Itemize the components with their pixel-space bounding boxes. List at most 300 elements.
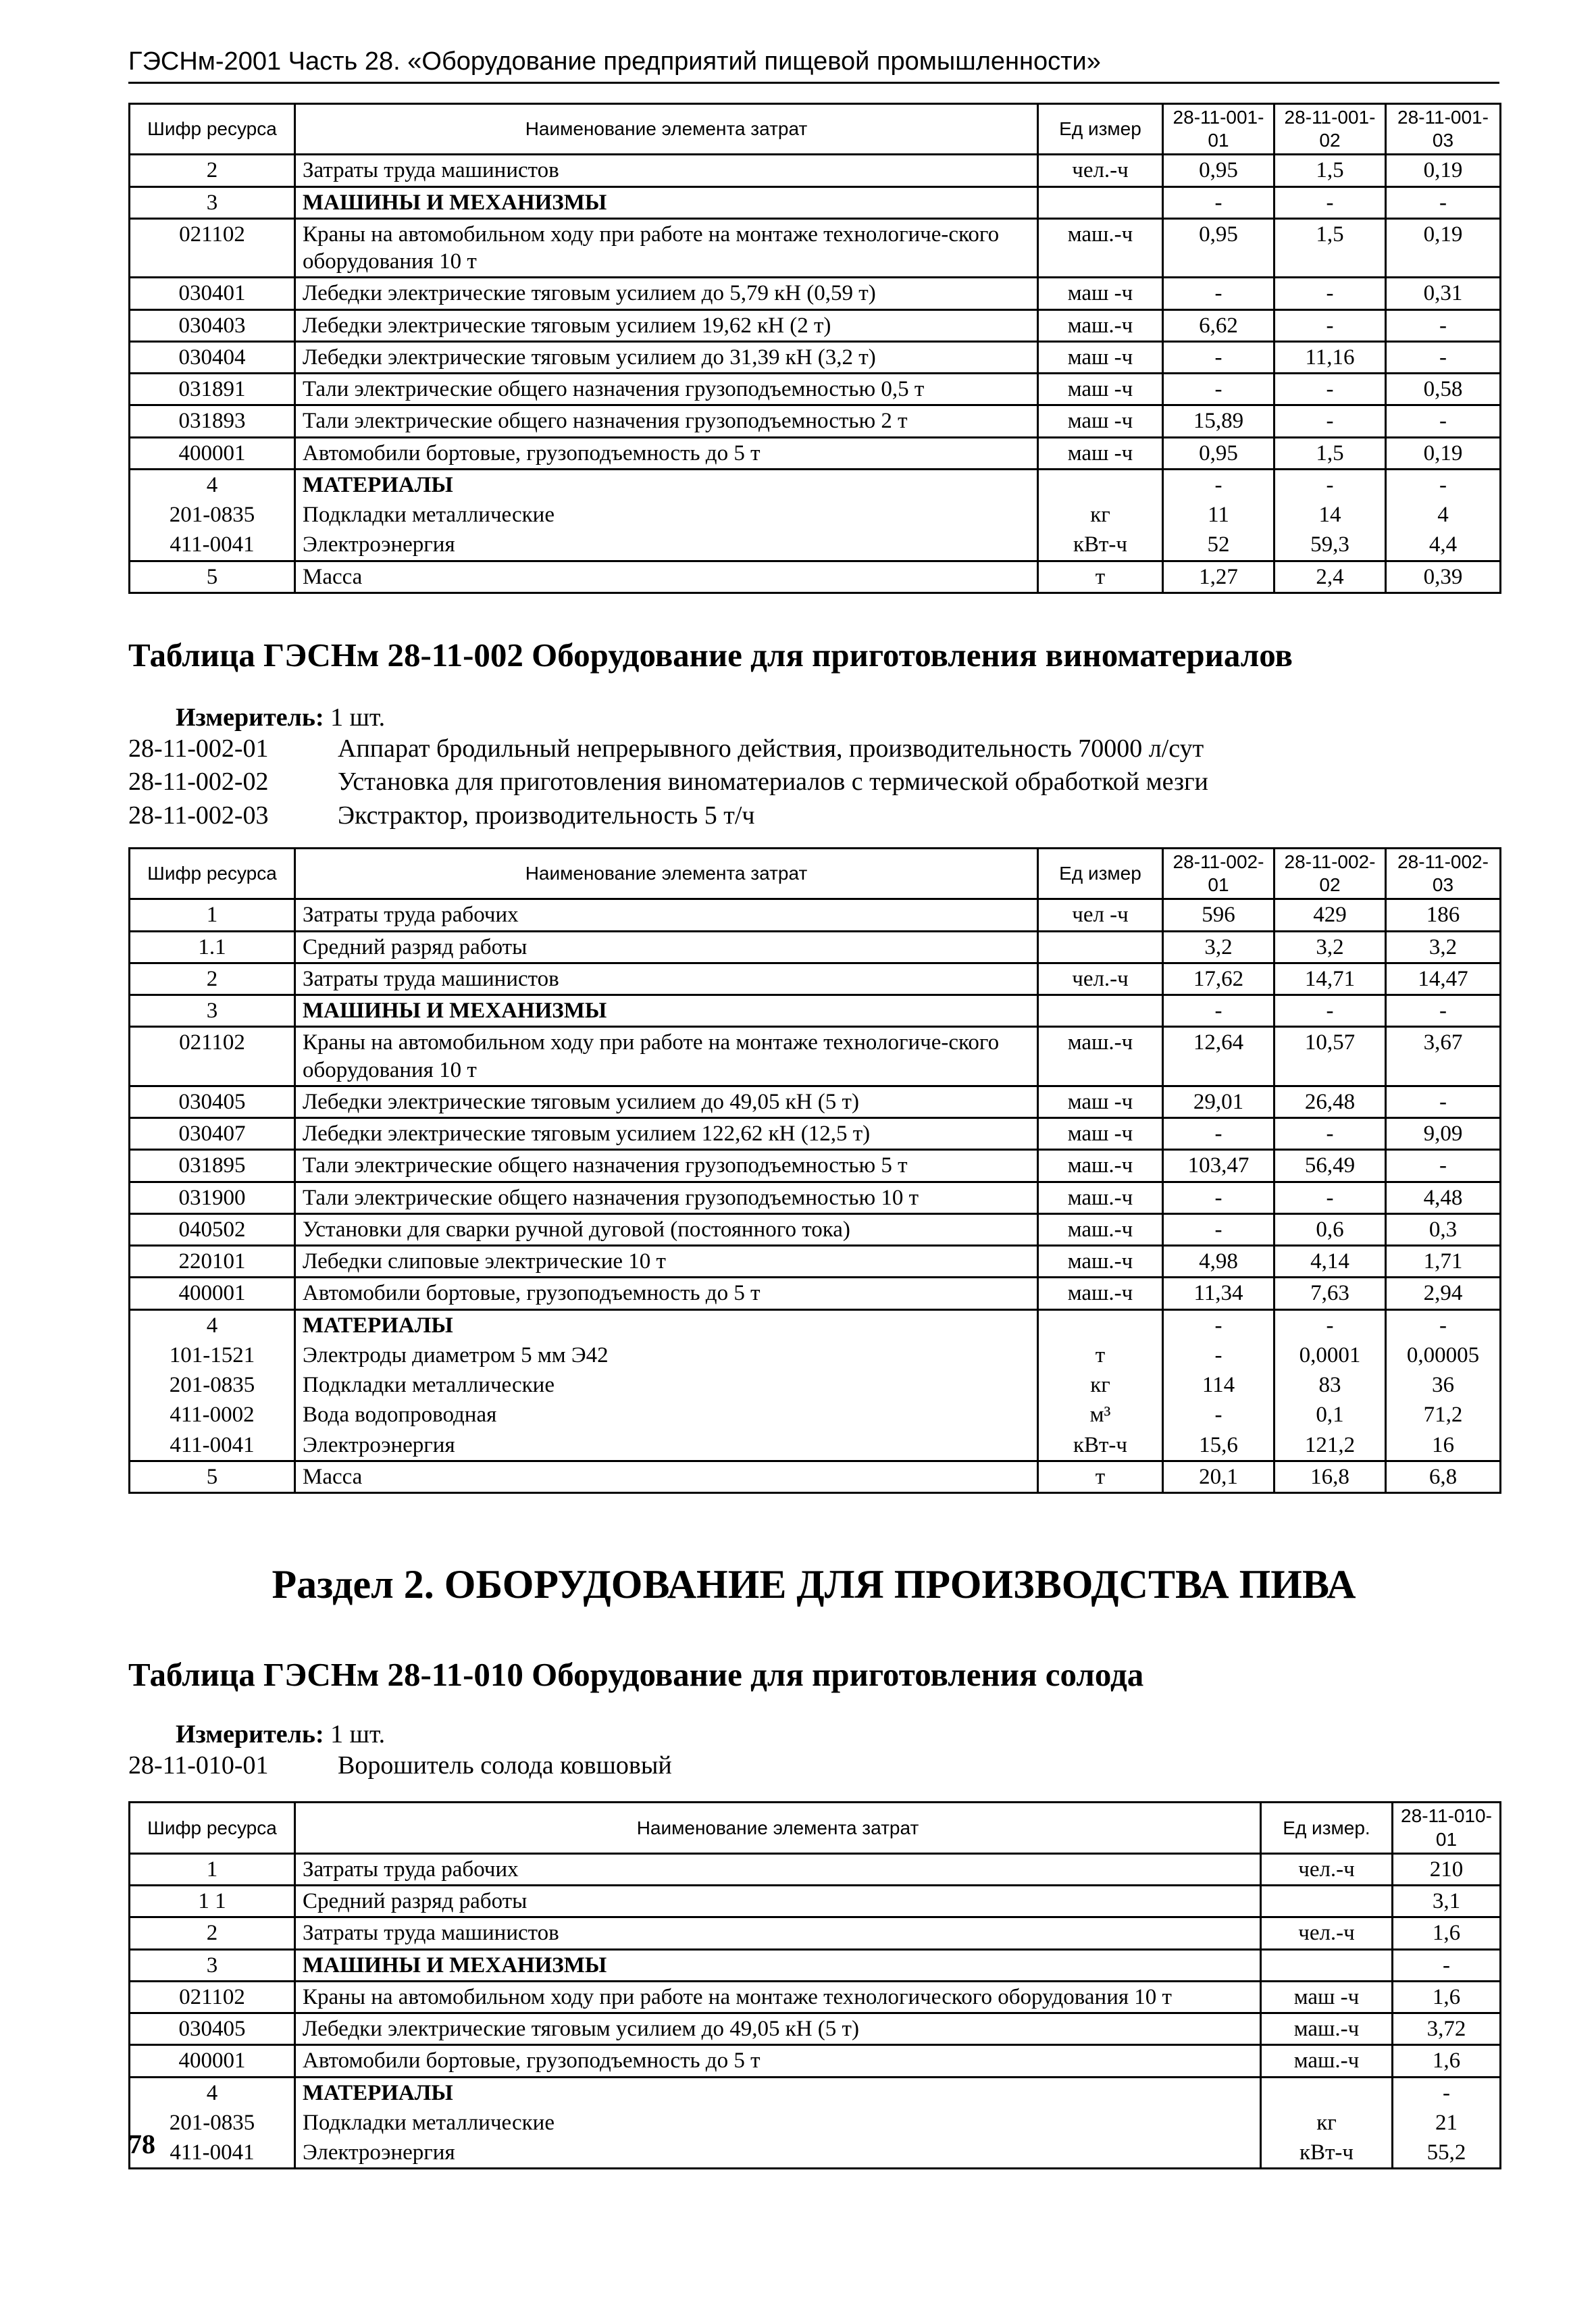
cell-unit: кг bbox=[1038, 1370, 1163, 1400]
table-row bbox=[130, 278, 1501, 309]
cell-name: МАТЕРИАЛЫ bbox=[295, 1309, 1038, 1340]
col-header-variant-1: 28-11-002-01 bbox=[1163, 848, 1275, 899]
cell-name: Лебедки электрические тяговым усилием до 49,05 кН (5 т) bbox=[295, 2013, 1261, 2045]
col-header-variant-3: 28-11-002-03 bbox=[1386, 848, 1501, 899]
col-header-name: Наименование элемента затрат bbox=[295, 104, 1038, 155]
cell-variant-1: 1,27 bbox=[1163, 561, 1275, 593]
cell-code: 201-0835 bbox=[130, 500, 295, 530]
col-header-unit: Ед измер bbox=[1038, 104, 1163, 155]
meter-line bbox=[176, 1719, 1499, 1749]
table-row bbox=[130, 218, 1501, 278]
cell-variant-3: 36 bbox=[1386, 1370, 1501, 1400]
cell-variant-1: 596 bbox=[1163, 899, 1275, 931]
cell-variant-1: 55,2 bbox=[1393, 2138, 1501, 2169]
cell-variant-1: 29,01 bbox=[1163, 1086, 1275, 1117]
cell-unit: маш.-ч bbox=[1038, 1027, 1163, 1086]
cell-code: 1.1 bbox=[130, 931, 295, 963]
cell-code: 5 bbox=[130, 1461, 295, 1492]
cell-name: Тали электрические общего назначения грузоподъемностью 5 т bbox=[295, 1150, 1038, 1182]
cell-unit: маш -ч bbox=[1261, 1981, 1393, 2013]
cell-variant-2: - bbox=[1275, 1118, 1386, 1150]
table-row bbox=[130, 1430, 1501, 1461]
cell-code: 040502 bbox=[130, 1213, 295, 1245]
table-row bbox=[130, 1370, 1501, 1400]
table-row bbox=[130, 374, 1501, 405]
cell-variant-3: 2,94 bbox=[1386, 1278, 1501, 1309]
cell-code: 101-1521 bbox=[130, 1340, 295, 1370]
table-row bbox=[130, 1278, 1501, 1309]
cell-variant-3: 0,19 bbox=[1386, 155, 1501, 186]
cell-variant-2: 3,2 bbox=[1275, 931, 1386, 963]
table-header-row bbox=[130, 1803, 1501, 1853]
cell-variant-3: - bbox=[1386, 309, 1501, 341]
cell-code: 201-0835 bbox=[130, 1370, 295, 1400]
cell-code: 1 1 bbox=[130, 1886, 295, 1917]
cell-name: Лебедки электрические тяговым усилием до 49,05 кН (5 т) bbox=[295, 1086, 1038, 1117]
variant-code: 28-11-010-01 bbox=[128, 1751, 269, 1780]
table-row bbox=[130, 500, 1501, 530]
cell-variant-1: - bbox=[1163, 1309, 1275, 1340]
cell-variant-3: 9,09 bbox=[1386, 1118, 1501, 1150]
cell-variant-3: 186 bbox=[1386, 899, 1501, 931]
cell-variant-1: - bbox=[1393, 1949, 1501, 1981]
table-row bbox=[130, 1853, 1501, 1885]
cell-variant-2: - bbox=[1275, 309, 1386, 341]
meter-value: 1 шт. bbox=[330, 703, 386, 732]
cell-code: 030401 bbox=[130, 278, 295, 309]
table-row bbox=[130, 1400, 1501, 1430]
cell-variant-2: 11,16 bbox=[1275, 341, 1386, 373]
cell-unit: маш.-ч bbox=[1038, 1150, 1163, 1182]
cell-variant-1: - bbox=[1163, 1340, 1275, 1370]
cell-variant-2: 14 bbox=[1275, 500, 1386, 530]
cell-variant-2: 56,49 bbox=[1275, 1150, 1386, 1182]
cell-unit bbox=[1261, 1949, 1393, 1981]
table-row bbox=[130, 1917, 1501, 1949]
table-row bbox=[130, 341, 1501, 373]
cell-code: 031891 bbox=[130, 374, 295, 405]
cell-variant-2: 1,5 bbox=[1275, 155, 1386, 186]
cell-unit bbox=[1038, 469, 1163, 500]
cell-variant-3: 0,31 bbox=[1386, 278, 1501, 309]
cell-variant-1: 20,1 bbox=[1163, 1461, 1275, 1492]
cell-code: 2 bbox=[130, 963, 295, 995]
cell-variant-2: - bbox=[1275, 278, 1386, 309]
cell-unit: кВт-ч bbox=[1038, 530, 1163, 561]
cell-unit: кг bbox=[1261, 2108, 1393, 2138]
table-row bbox=[130, 931, 1501, 963]
cell-unit: чел.-ч bbox=[1261, 1853, 1393, 1885]
cell-unit: чел -ч bbox=[1038, 899, 1163, 931]
cell-name: Затраты труда рабочих bbox=[295, 899, 1038, 931]
cell-variant-1: 0,95 bbox=[1163, 155, 1275, 186]
cell-unit: маш -ч bbox=[1038, 341, 1163, 373]
table-row bbox=[130, 1027, 1501, 1086]
cell-variant-1: 17,62 bbox=[1163, 963, 1275, 995]
cell-unit: маш -ч bbox=[1038, 374, 1163, 405]
variant-item bbox=[128, 765, 1499, 799]
cell-name: Краны на автомобильном ходу при работе на монтаже технологиче-ского оборудования 10 т bbox=[295, 218, 1038, 278]
table-row bbox=[130, 1461, 1501, 1492]
cell-name: Лебедки электрические тяговым усилием до 5,79 кН (0,59 т) bbox=[295, 278, 1038, 309]
cell-variant-2: 83 bbox=[1275, 1370, 1386, 1400]
table-row bbox=[130, 437, 1501, 469]
cell-variant-3: 0,19 bbox=[1386, 437, 1501, 469]
cell-variant-1: 11,34 bbox=[1163, 1278, 1275, 1309]
cell-variant-1: 0,95 bbox=[1163, 218, 1275, 278]
cell-variant-2: 121,2 bbox=[1275, 1430, 1386, 1461]
table-body bbox=[130, 899, 1501, 1493]
cell-variant-1: - bbox=[1163, 278, 1275, 309]
table-row bbox=[130, 186, 1501, 218]
cell-variant-1: 210 bbox=[1393, 1853, 1501, 1885]
cell-code: 030405 bbox=[130, 2013, 295, 2045]
cell-unit: маш.-ч bbox=[1038, 1246, 1163, 1278]
meter-value: 1 шт. bbox=[330, 1720, 386, 1749]
section-title: Раздел 2. ОБОРУДОВАНИЕ ДЛЯ ПРОИЗВОДСТВА ПИВА bbox=[272, 1562, 1356, 1607]
cell-code: 031893 bbox=[130, 405, 295, 437]
variant-description: Экстрактор, производительность 5 т/ч bbox=[338, 801, 755, 830]
cell-variant-1: 6,62 bbox=[1163, 309, 1275, 341]
cell-unit: м³ bbox=[1038, 1400, 1163, 1430]
cell-code: 1 bbox=[130, 1853, 295, 1885]
cell-variant-1: - bbox=[1163, 1182, 1275, 1213]
cell-variant-1: - bbox=[1163, 341, 1275, 373]
cell-variant-1: - bbox=[1163, 1213, 1275, 1245]
cell-unit bbox=[1261, 2077, 1393, 2108]
cell-variant-3: 16 bbox=[1386, 1430, 1501, 1461]
cell-name: Затраты труда машинистов bbox=[295, 1917, 1261, 1949]
cell-variant-1: 21 bbox=[1393, 2108, 1501, 2138]
cell-variant-2: 14,71 bbox=[1275, 963, 1386, 995]
cell-variant-1: - bbox=[1163, 1118, 1275, 1150]
cell-unit: маш -ч bbox=[1038, 437, 1163, 469]
cell-code: 031900 bbox=[130, 1182, 295, 1213]
table-title: Таблица ГЭСНм 28-11-010 Оборудование для приготовления солода bbox=[128, 1656, 1144, 1694]
cell-name: Лебедки электрические тяговым усилием 122,62 кН (12,5 т) bbox=[295, 1118, 1038, 1150]
cell-variant-2: 4,14 bbox=[1275, 1246, 1386, 1278]
col-header-code: Шифр ресурса bbox=[130, 848, 295, 899]
col-header-name: Наименование элемента затрат bbox=[295, 848, 1038, 899]
cell-unit: маш.-ч bbox=[1038, 218, 1163, 278]
cell-variant-3: 14,47 bbox=[1386, 963, 1501, 995]
cell-unit: маш -ч bbox=[1038, 1118, 1163, 1150]
table-row bbox=[130, 1150, 1501, 1182]
table-28-11-001-continuation bbox=[128, 103, 1501, 594]
cell-name: Лебедки электрические тяговым усилием до 31,39 кН (3,2 т) bbox=[295, 341, 1038, 373]
cell-variant-1: 0,95 bbox=[1163, 437, 1275, 469]
cell-code: 201-0835 bbox=[130, 2108, 295, 2138]
table-row bbox=[130, 2045, 1501, 2077]
cell-variant-2: 429 bbox=[1275, 899, 1386, 931]
cell-code: 3 bbox=[130, 186, 295, 218]
cell-variant-1: - bbox=[1393, 2077, 1501, 2108]
cell-unit: кг bbox=[1038, 500, 1163, 530]
cell-code: 411-0041 bbox=[130, 1430, 295, 1461]
cell-variant-2: 59,3 bbox=[1275, 530, 1386, 561]
running-header: ГЭСНм-2001 Часть 28. «Оборудование предприятий пищевой промышленности» bbox=[128, 47, 1499, 84]
cell-unit: маш -ч bbox=[1038, 1086, 1163, 1117]
cell-variant-3: 3,2 bbox=[1386, 931, 1501, 963]
variant-description: Ворошитель солода ковшовый bbox=[338, 1751, 672, 1780]
cell-code: 031895 bbox=[130, 1150, 295, 1182]
cell-unit: маш -ч bbox=[1038, 278, 1163, 309]
cell-name: Электроэнергия bbox=[295, 2138, 1261, 2169]
cell-variant-1: 11 bbox=[1163, 500, 1275, 530]
cell-name: Затраты труда машинистов bbox=[295, 155, 1038, 186]
table-row bbox=[130, 2108, 1501, 2138]
cell-variant-2: 2,4 bbox=[1275, 561, 1386, 593]
cell-variant-2: - bbox=[1275, 186, 1386, 218]
meter-label: Измеритель: bbox=[176, 1720, 324, 1749]
cell-name: Масса bbox=[295, 1461, 1038, 1492]
cell-code: 021102 bbox=[130, 1027, 295, 1086]
cell-name: Установки для сварки ручной дуговой (постоянного тока) bbox=[295, 1213, 1038, 1245]
cell-code: 400001 bbox=[130, 437, 295, 469]
table-row bbox=[130, 405, 1501, 437]
cell-unit bbox=[1038, 931, 1163, 963]
variant-description: Аппарат бродильный непрерывного действия, производительность 70000 л/сут bbox=[338, 734, 1204, 763]
cell-variant-1: - bbox=[1163, 995, 1275, 1027]
cell-variant-1: 15,89 bbox=[1163, 405, 1275, 437]
cell-variant-3: - bbox=[1386, 1086, 1501, 1117]
cell-variant-1: 3,1 bbox=[1393, 1886, 1501, 1917]
table-row bbox=[130, 1246, 1501, 1278]
cell-name: МАТЕРИАЛЫ bbox=[295, 469, 1038, 500]
col-header-name: Наименование элемента затрат bbox=[295, 1803, 1261, 1853]
cell-code: 021102 bbox=[130, 1981, 295, 2013]
cell-unit: т bbox=[1038, 1461, 1163, 1492]
cell-variant-2: - bbox=[1275, 1182, 1386, 1213]
table-row bbox=[130, 1981, 1501, 2013]
cell-name: Вода водопроводная bbox=[295, 1400, 1038, 1430]
cell-name: Электроэнергия bbox=[295, 1430, 1038, 1461]
table-row bbox=[130, 2013, 1501, 2045]
table-header-row bbox=[130, 848, 1501, 899]
cell-unit bbox=[1038, 1309, 1163, 1340]
cell-name: Краны на автомобильном ходу при работе на монтаже технологического оборудования 10 т bbox=[295, 1981, 1261, 2013]
table-title: Таблица ГЭСНм 28-11-002 Оборудование для приготовления виноматериалов bbox=[128, 636, 1293, 674]
cell-name: Тали электрические общего назначения грузоподъемностью 2 т bbox=[295, 405, 1038, 437]
cell-unit: маш.-ч bbox=[1261, 2013, 1393, 2045]
variant-item bbox=[128, 799, 1499, 832]
cell-unit bbox=[1038, 186, 1163, 218]
cell-name: Электроэнергия bbox=[295, 530, 1038, 561]
variant-code: 28-11-002-03 bbox=[128, 801, 269, 830]
cell-code: 400001 bbox=[130, 1278, 295, 1309]
col-header-variant-3: 28-11-001-03 bbox=[1386, 104, 1501, 155]
variant-code: 28-11-002-01 bbox=[128, 734, 269, 763]
cell-variant-2: 10,57 bbox=[1275, 1027, 1386, 1086]
cell-code: 220101 bbox=[130, 1246, 295, 1278]
cell-variant-2: 16,8 bbox=[1275, 1461, 1386, 1492]
cell-variant-1: 1,6 bbox=[1393, 1981, 1501, 2013]
cell-variant-1: 52 bbox=[1163, 530, 1275, 561]
cell-unit: маш.-ч bbox=[1038, 1213, 1163, 1245]
cell-code: 030404 bbox=[130, 341, 295, 373]
cell-variant-3: 0,00005 bbox=[1386, 1340, 1501, 1370]
cell-variant-2: - bbox=[1275, 405, 1386, 437]
table-row bbox=[130, 1340, 1501, 1370]
cell-code: 411-0041 bbox=[130, 530, 295, 561]
cell-unit: чел.-ч bbox=[1261, 1917, 1393, 1949]
cell-variant-1: 12,64 bbox=[1163, 1027, 1275, 1086]
cell-variant-2: 0,1 bbox=[1275, 1400, 1386, 1430]
cell-code: 2 bbox=[130, 1917, 295, 1949]
cell-variant-1: 1,6 bbox=[1393, 2045, 1501, 2077]
table-body bbox=[130, 1853, 1501, 2169]
variant-item bbox=[128, 732, 1499, 765]
cell-code: 030407 bbox=[130, 1118, 295, 1150]
cell-name: Электроды диаметром 5 мм Э42 bbox=[295, 1340, 1038, 1370]
cell-unit: чел.-ч bbox=[1038, 155, 1163, 186]
cell-unit: маш.-ч bbox=[1261, 2045, 1393, 2077]
cell-name: Автомобили бортовые, грузоподъемность до 5 т bbox=[295, 437, 1038, 469]
variant-description: Установка для приготовления виноматериалов с термической обработкой мезги bbox=[338, 768, 1208, 797]
table-row bbox=[130, 1886, 1501, 1917]
table-28-11-002 bbox=[128, 847, 1501, 1494]
cell-variant-3: 0,3 bbox=[1386, 1213, 1501, 1245]
cell-variant-2: - bbox=[1275, 1309, 1386, 1340]
cell-variant-3: - bbox=[1386, 469, 1501, 500]
table-row bbox=[130, 2138, 1501, 2169]
cell-code: 3 bbox=[130, 995, 295, 1027]
cell-name: МАТЕРИАЛЫ bbox=[295, 2077, 1261, 2108]
table-row bbox=[130, 1949, 1501, 1981]
table-row bbox=[130, 1086, 1501, 1117]
cell-unit bbox=[1038, 995, 1163, 1027]
page-number: 78 bbox=[128, 2129, 155, 2159]
cell-variant-3: 71,2 bbox=[1386, 1400, 1501, 1430]
cell-name: МАШИНЫ И МЕХАНИЗМЫ bbox=[295, 1949, 1261, 1981]
cell-code: 030405 bbox=[130, 1086, 295, 1117]
table-row bbox=[130, 1309, 1501, 1340]
cell-name: Подкладки металлические bbox=[295, 1370, 1038, 1400]
cell-unit: маш.-ч bbox=[1038, 1278, 1163, 1309]
cell-name: Подкладки металлические bbox=[295, 500, 1038, 530]
table-row bbox=[130, 561, 1501, 593]
cell-variant-2: 0,0001 bbox=[1275, 1340, 1386, 1370]
table-row bbox=[130, 995, 1501, 1027]
cell-code: 5 bbox=[130, 561, 295, 593]
cell-variant-3: 4,4 bbox=[1386, 530, 1501, 561]
table-row bbox=[130, 1118, 1501, 1150]
cell-variant-2: - bbox=[1275, 995, 1386, 1027]
cell-unit: чел.-ч bbox=[1038, 963, 1163, 995]
table-row bbox=[130, 309, 1501, 341]
cell-unit: маш.-ч bbox=[1038, 1182, 1163, 1213]
cell-variant-3: 4 bbox=[1386, 500, 1501, 530]
cell-name: МАШИНЫ И МЕХАНИЗМЫ bbox=[295, 995, 1038, 1027]
cell-variant-3: - bbox=[1386, 186, 1501, 218]
cell-variant-2: 1,5 bbox=[1275, 218, 1386, 278]
variant-code: 28-11-002-02 bbox=[128, 768, 269, 797]
cell-variant-3: 1,71 bbox=[1386, 1246, 1501, 1278]
cell-name: Краны на автомобильном ходу при работе на монтаже технологиче-ского оборудования 10 т bbox=[295, 1027, 1038, 1086]
cell-name: Автомобили бортовые, грузоподъемность до 5 т bbox=[295, 1278, 1038, 1309]
cell-unit: маш.-ч bbox=[1038, 309, 1163, 341]
table-row bbox=[130, 963, 1501, 995]
variant-item bbox=[128, 1749, 1499, 1782]
cell-variant-3: - bbox=[1386, 405, 1501, 437]
table-row bbox=[130, 530, 1501, 561]
table-row bbox=[130, 1213, 1501, 1245]
cell-name: Масса bbox=[295, 561, 1038, 593]
cell-name: Затраты труда рабочих bbox=[295, 1853, 1261, 1885]
cell-variant-2: 26,48 bbox=[1275, 1086, 1386, 1117]
cell-variant-2: 0,6 bbox=[1275, 1213, 1386, 1245]
col-header-variant-2: 28-11-002-02 bbox=[1275, 848, 1386, 899]
meter-line bbox=[176, 703, 1499, 732]
variant-list bbox=[128, 732, 1499, 832]
cell-variant-1: - bbox=[1163, 374, 1275, 405]
cell-variant-3: 0,39 bbox=[1386, 561, 1501, 593]
cell-code: 1 bbox=[130, 899, 295, 931]
col-header-code: Шифр ресурса bbox=[130, 1803, 295, 1853]
cell-variant-3: - bbox=[1386, 341, 1501, 373]
table-header-row bbox=[130, 104, 1501, 155]
meter-label: Измеритель: bbox=[176, 703, 324, 732]
table-row bbox=[130, 155, 1501, 186]
cell-variant-3: 6,8 bbox=[1386, 1461, 1501, 1492]
cell-name: Автомобили бортовые, грузоподъемность до 5 т bbox=[295, 2045, 1261, 2077]
table-body bbox=[130, 155, 1501, 593]
cell-unit: т bbox=[1038, 1340, 1163, 1370]
cell-variant-1: 3,72 bbox=[1393, 2013, 1501, 2045]
cell-variant-1: 15,6 bbox=[1163, 1430, 1275, 1461]
cell-variant-1: 114 bbox=[1163, 1370, 1275, 1400]
document-page bbox=[128, 47, 1499, 2169]
cell-code: 400001 bbox=[130, 2045, 295, 2077]
cell-code: 4 bbox=[130, 1309, 295, 1340]
cell-variant-3: 4,48 bbox=[1386, 1182, 1501, 1213]
cell-name: Затраты труда машинистов bbox=[295, 963, 1038, 995]
table-row bbox=[130, 899, 1501, 931]
cell-name: Средний разряд работы bbox=[295, 1886, 1261, 1917]
cell-unit: кВт-ч bbox=[1038, 1430, 1163, 1461]
cell-name: Тали электрические общего назначения грузоподъемностью 10 т bbox=[295, 1182, 1038, 1213]
cell-unit: кВт-ч bbox=[1261, 2138, 1393, 2169]
cell-variant-2: 7,63 bbox=[1275, 1278, 1386, 1309]
cell-name: Подкладки металлические bbox=[295, 2108, 1261, 2138]
cell-unit: маш -ч bbox=[1038, 405, 1163, 437]
cell-unit bbox=[1261, 1886, 1393, 1917]
cell-name: Лебедки электрические тяговым усилием 19,62 кН (2 т) bbox=[295, 309, 1038, 341]
cell-code: 411-0002 bbox=[130, 1400, 295, 1430]
cell-variant-3: 0,19 bbox=[1386, 218, 1501, 278]
cell-variant-1: - bbox=[1163, 1400, 1275, 1430]
cell-variant-1: - bbox=[1163, 469, 1275, 500]
cell-name: МАШИНЫ И МЕХАНИЗМЫ bbox=[295, 186, 1038, 218]
cell-code: 2 bbox=[130, 155, 295, 186]
cell-code: 3 bbox=[130, 1949, 295, 1981]
cell-name: Средний разряд работы bbox=[295, 931, 1038, 963]
cell-code: 411-0041 bbox=[130, 2138, 295, 2169]
cell-variant-2: - bbox=[1275, 469, 1386, 500]
cell-name: Лебедки слиповые электрические 10 т bbox=[295, 1246, 1038, 1278]
cell-variant-1: 4,98 bbox=[1163, 1246, 1275, 1278]
cell-variant-3: - bbox=[1386, 1150, 1501, 1182]
cell-variant-1: 103,47 bbox=[1163, 1150, 1275, 1182]
cell-variant-3: - bbox=[1386, 995, 1501, 1027]
table-28-11-010 bbox=[128, 1801, 1501, 2169]
cell-code: 021102 bbox=[130, 218, 295, 278]
cell-code: 4 bbox=[130, 2077, 295, 2108]
table-row bbox=[130, 2077, 1501, 2108]
cell-code: 4 bbox=[130, 469, 295, 500]
cell-variant-1: - bbox=[1163, 186, 1275, 218]
cell-variant-3: 0,58 bbox=[1386, 374, 1501, 405]
